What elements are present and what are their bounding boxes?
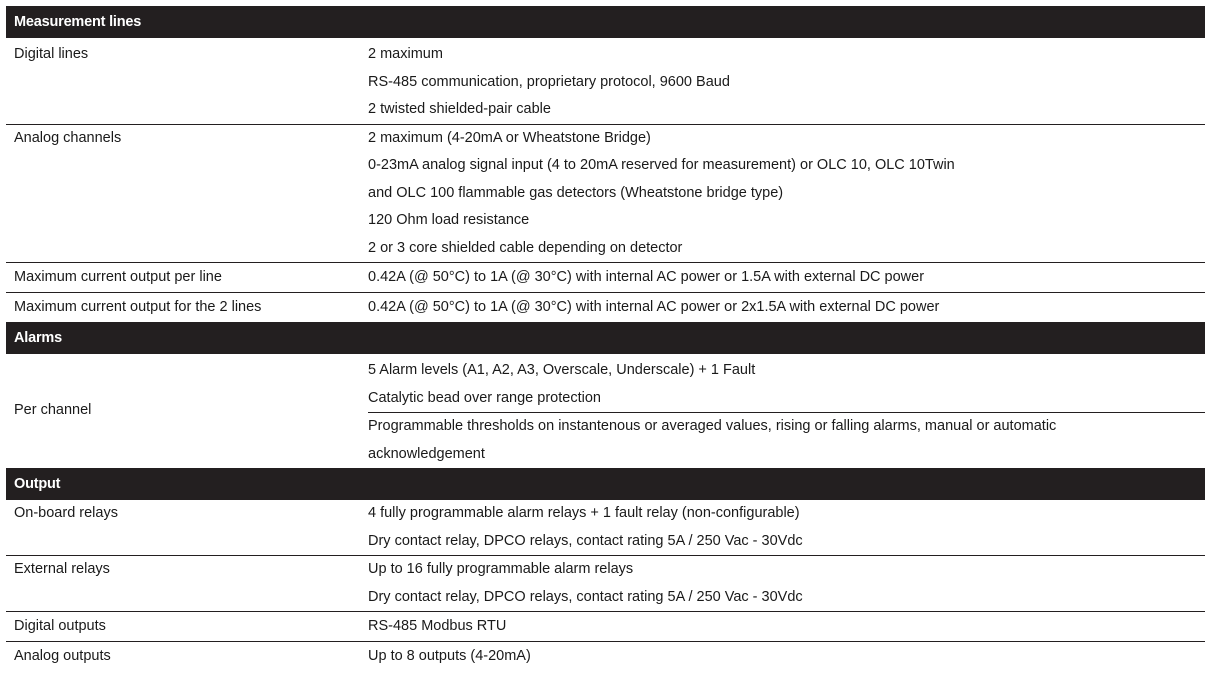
row-values — [368, 642, 1205, 671]
row-label: Digital outputs — [14, 618, 106, 634]
row-values — [368, 500, 1205, 555]
row-label: Maximum current output for the 2 lines — [14, 299, 262, 315]
table-row-digital-lines — [6, 38, 1205, 125]
table-row-on-board-relays — [6, 500, 1205, 556]
table-row-analog-channels — [6, 125, 1205, 264]
value-group — [368, 413, 1205, 468]
value-line: 2 maximum — [368, 46, 443, 62]
value-line: 0.42A (@ 50°C) to 1A (@ 30°C) with internal AC power or 2x1.5A with external DC power — [368, 299, 940, 315]
table-row-max-current-per-line — [6, 263, 1205, 293]
value-line: 2 maximum (4-20mA or Wheatstone Bridge) — [368, 129, 651, 146]
section-header-output: Output — [6, 468, 1205, 500]
value-line: RS-485 communication, proprietary protocol, 9600 Baud — [368, 73, 730, 90]
row-label: Maximum current output per line — [14, 269, 222, 285]
row-values — [368, 263, 1205, 292]
spec-sheet — [6, 6, 1205, 671]
row-values — [368, 293, 1205, 322]
row-values — [368, 125, 1205, 263]
row-values — [368, 38, 1205, 124]
value-line: 0-23mA analog signal input (4 to 20mA reserved for measurement) or OLC 10, OLC 10Twin — [368, 157, 955, 173]
value-line: and OLC 100 flammable gas detectors (Wheatstone bridge type) — [368, 184, 784, 201]
value-line: acknowledgement — [368, 445, 485, 462]
row-values — [368, 354, 1205, 468]
value-line: 2 or 3 core shielded cable depending on detector — [368, 239, 683, 256]
row-label: Digital lines — [14, 46, 89, 62]
table-row-digital-outputs — [6, 612, 1205, 642]
value-line: Dry contact relay, DPCO relays, contact rating 5A / 250 Vac - 30Vdc — [368, 588, 803, 605]
value-line: 5 Alarm levels (A1, A2, A3, Overscale, Underscale) + 1 Fault — [368, 362, 756, 378]
row-values — [368, 556, 1205, 611]
value-line: Catalytic bead over range protection — [368, 389, 601, 406]
row-label: Analog channels — [14, 129, 122, 146]
table-row-max-current-two-lines — [6, 293, 1205, 322]
value-line: Dry contact relay, DPCO relays, contact rating 5A / 250 Vac - 30Vdc — [368, 532, 803, 549]
section-header-alarms: Alarms — [6, 322, 1205, 354]
value-line: Programmable thresholds on instantenous or averaged values, rising or falling alarms, manual or automatic — [368, 418, 1057, 434]
table-row-external-relays — [6, 556, 1205, 612]
row-label: External relays — [14, 561, 110, 577]
table-row-analog-outputs — [6, 642, 1205, 671]
value-line: Up to 8 outputs (4-20mA) — [368, 648, 531, 664]
row-values — [368, 612, 1205, 641]
row-label: On-board relays — [14, 505, 118, 521]
section-header-measurement-lines: Measurement lines — [6, 6, 1205, 38]
row-label: Per channel — [14, 402, 92, 419]
value-line: 2 twisted shielded-pair cable — [368, 101, 551, 117]
value-line: 0.42A (@ 50°C) to 1A (@ 30°C) with internal AC power or 1.5A with external DC power — [368, 269, 925, 285]
row-label: Analog outputs — [14, 648, 111, 664]
value-line: Up to 16 fully programmable alarm relays — [368, 561, 634, 577]
value-line: 120 Ohm load resistance — [368, 212, 530, 228]
value-group — [368, 357, 1205, 413]
value-line: RS-485 Modbus RTU — [368, 618, 507, 634]
value-line: 4 fully programmable alarm relays + 1 fault relay (non-configurable) — [368, 505, 800, 521]
table-row-per-channel — [6, 354, 1205, 468]
